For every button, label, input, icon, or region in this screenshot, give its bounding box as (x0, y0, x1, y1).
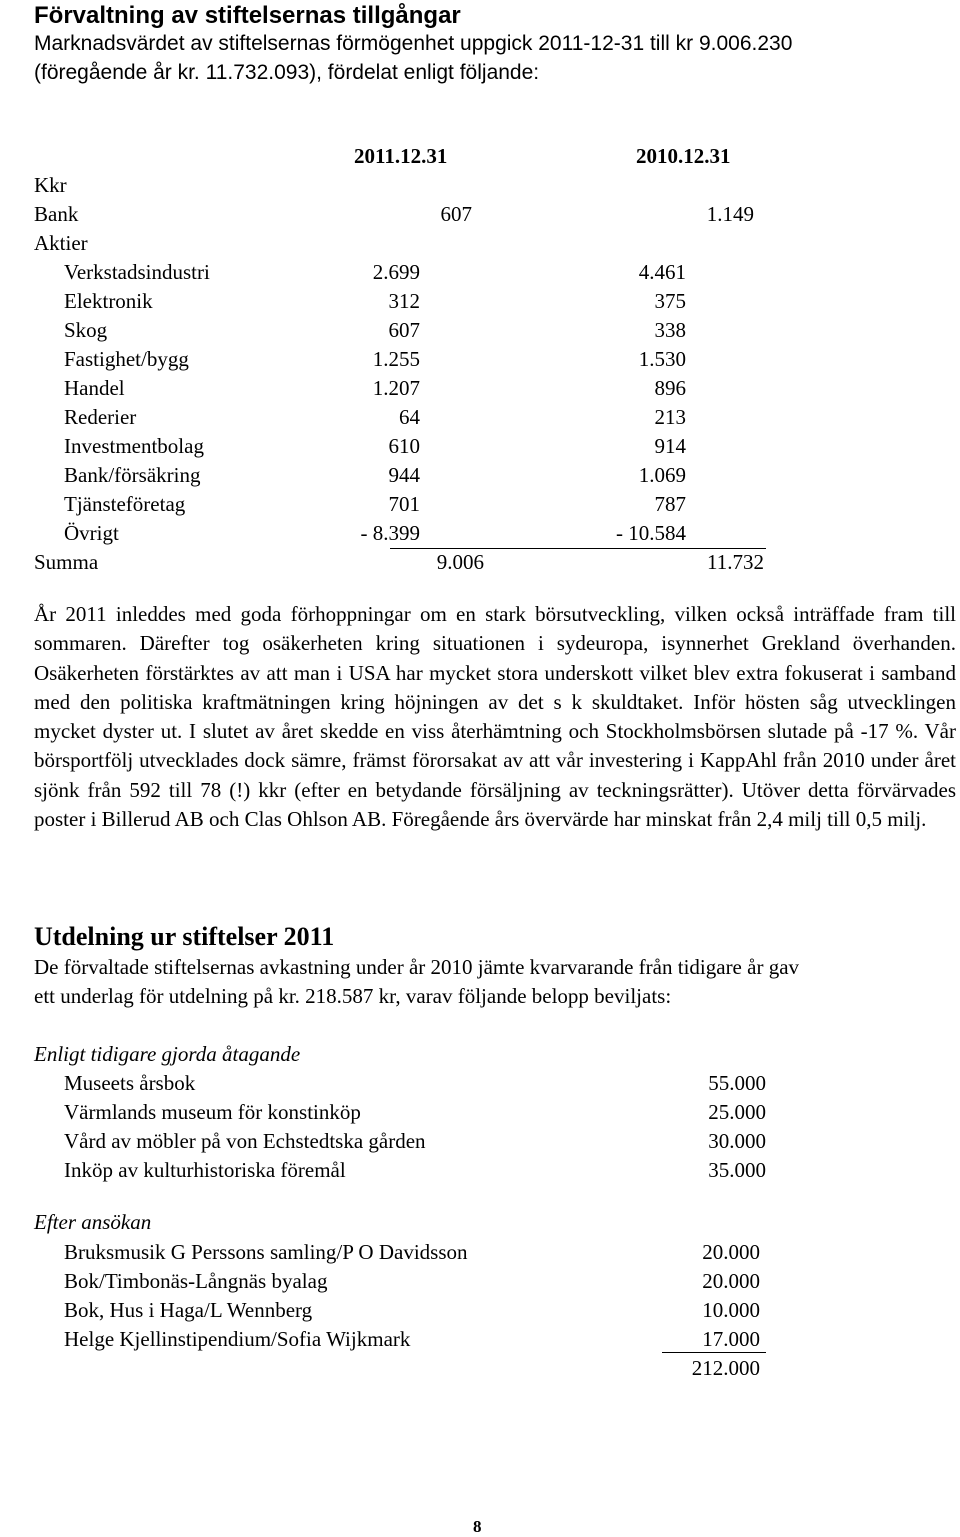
row-label: Handel (64, 376, 125, 400)
row-label: Rederier (64, 405, 137, 429)
other-value-2010: - 10.584 (616, 521, 686, 545)
row-value-2011: 944 (388, 463, 420, 487)
stocks-label: Aktier (34, 231, 88, 255)
section-title-distribution: Utdelning ur stiftelser 2011 (34, 922, 335, 951)
row-value-2010: 914 (654, 434, 686, 458)
row-value-2011: 312 (388, 289, 420, 313)
grant-amount: 20.000 (702, 1240, 760, 1264)
row-value-2010: 375 (654, 289, 686, 313)
distribution-intro-line-2: ett underlag för utdelning på kr. 218.587 kr, varav följande belopp beviljats: (34, 984, 672, 1008)
row-value-2010: 4.461 (638, 260, 686, 284)
bank-value-2010: 1.149 (706, 202, 754, 226)
row-value-2011: 64 (399, 405, 420, 429)
row-label: Fastighet/bygg (64, 347, 189, 371)
unit-label: Kkr (34, 173, 67, 197)
grant-amount: 17.000 (702, 1327, 760, 1351)
grants-total: 212.000 (691, 1356, 760, 1380)
row-label: Verkstadsindustri (64, 260, 210, 284)
row-label: Investmentbolag (64, 434, 204, 458)
grant-label: Värmlands museum för konstinköp (64, 1100, 361, 1124)
intro-line-2: (föregående år kr. 11.732.093), fördelat enligt följande: (34, 61, 540, 84)
row-value-2011: 2.699 (372, 260, 420, 284)
row-value-2010: 896 (654, 376, 686, 400)
sum-underline (390, 548, 766, 549)
row-value-2010: 1.069 (638, 463, 686, 487)
row-value-2011: 1.255 (372, 347, 420, 371)
grant-amount: 35.000 (708, 1158, 766, 1182)
grant-label: Bruksmusik G Perssons samling/P O Davidsson (64, 1240, 468, 1264)
other-label: Övrigt (64, 521, 119, 545)
bank-label: Bank (34, 202, 79, 226)
grant-label: Vård av möbler på von Echstedtska gården (64, 1129, 426, 1153)
total-underline (662, 1352, 766, 1353)
row-value-2010: 338 (654, 318, 686, 342)
grant-label: Bok/Timbonäs-Långnäs byalag (64, 1269, 328, 1293)
bank-value-2011: 607 (440, 202, 472, 226)
row-value-2011: 701 (388, 492, 420, 516)
grant-amount: 25.000 (708, 1100, 766, 1124)
row-label: Elektronik (64, 289, 153, 313)
row-value-2011: 607 (388, 318, 420, 342)
grant-label: Helge Kjellinstipendium/Sofia Wijkmark (64, 1327, 411, 1351)
grant-amount: 30.000 (708, 1129, 766, 1153)
row-value-2011: 1.207 (372, 376, 420, 400)
market-commentary: År 2011 inleddes med goda förhoppningar om en stark börsutveckling, vilken också inträffade fram till sommaren. Därefter tog osäkerheten kring situationen i sydeuropa, isynnerhet Grekland överhanden. Osäkerheten förstärktes av att man i USA har mycket stora underskott vilket blev extra fokuserat i samband med den politiska kraftmätningen kring höjningen av det s k skuldtaket. Inför hösten såg utvecklingen mycket dyster ut. I slutet av året skedde en viss återhämtning och Stockholmsbörsen slutade på -17 %. Vår börsportfölj utvecklades dock sämre, främst förorsakat av att vår investering i KappAhl från 2010 under året sjönk från 592 till 78 (!) kkr (efter en betydande försäljning av teckningsrätter). Utöver detta förvärvades poster i Billerud AB och Clas Ohlson AB. Föregående års övervärde har minskat från 2,4 milj till 0,5 milj. (34, 602, 956, 832)
row-label: Skog (64, 318, 108, 342)
row-label: Bank/försäkring (64, 463, 201, 487)
row-value-2011: 610 (388, 434, 420, 458)
sum-value-2011: 9.006 (436, 550, 484, 574)
group-title-commitments: Enligt tidigare gjorda åtagande (34, 1042, 301, 1066)
grant-amount: 55.000 (708, 1071, 766, 1095)
intro-line-1: Marknadsvärdet av stiftelsernas förmögenhet uppgick 2011-12-31 till kr 9.006.230 (34, 32, 793, 55)
row-value-2010: 213 (654, 405, 686, 429)
grant-label: Museets årsbok (64, 1071, 196, 1095)
sum-value-2010: 11.732 (707, 550, 764, 574)
sum-label: Summa (34, 550, 99, 574)
grant-label: Inköp av kulturhistoriska föremål (64, 1158, 346, 1182)
distribution-intro-line-1: De förvaltade stiftelsernas avkastning under år 2010 jämte kvarvarande från tidigare år gav (34, 955, 800, 979)
section-title-asset-management: Förvaltning av stiftelsernas tillgångar (34, 2, 461, 29)
row-value-2010: 1.530 (638, 347, 686, 371)
row-value-2010: 787 (654, 492, 686, 516)
column-header-2010: 2010.12.31 (636, 144, 731, 168)
group-title-applications: Efter ansökan (34, 1210, 152, 1234)
row-label: Tjänsteföretag (64, 492, 186, 516)
grant-amount: 10.000 (702, 1298, 760, 1322)
page-number: 8 (473, 1517, 482, 1536)
grant-amount: 20.000 (702, 1269, 760, 1293)
grant-label: Bok, Hus i Haga/L Wennberg (64, 1298, 313, 1322)
other-value-2011: - 8.399 (360, 521, 420, 545)
column-header-2011: 2011.12.31 (354, 144, 448, 168)
